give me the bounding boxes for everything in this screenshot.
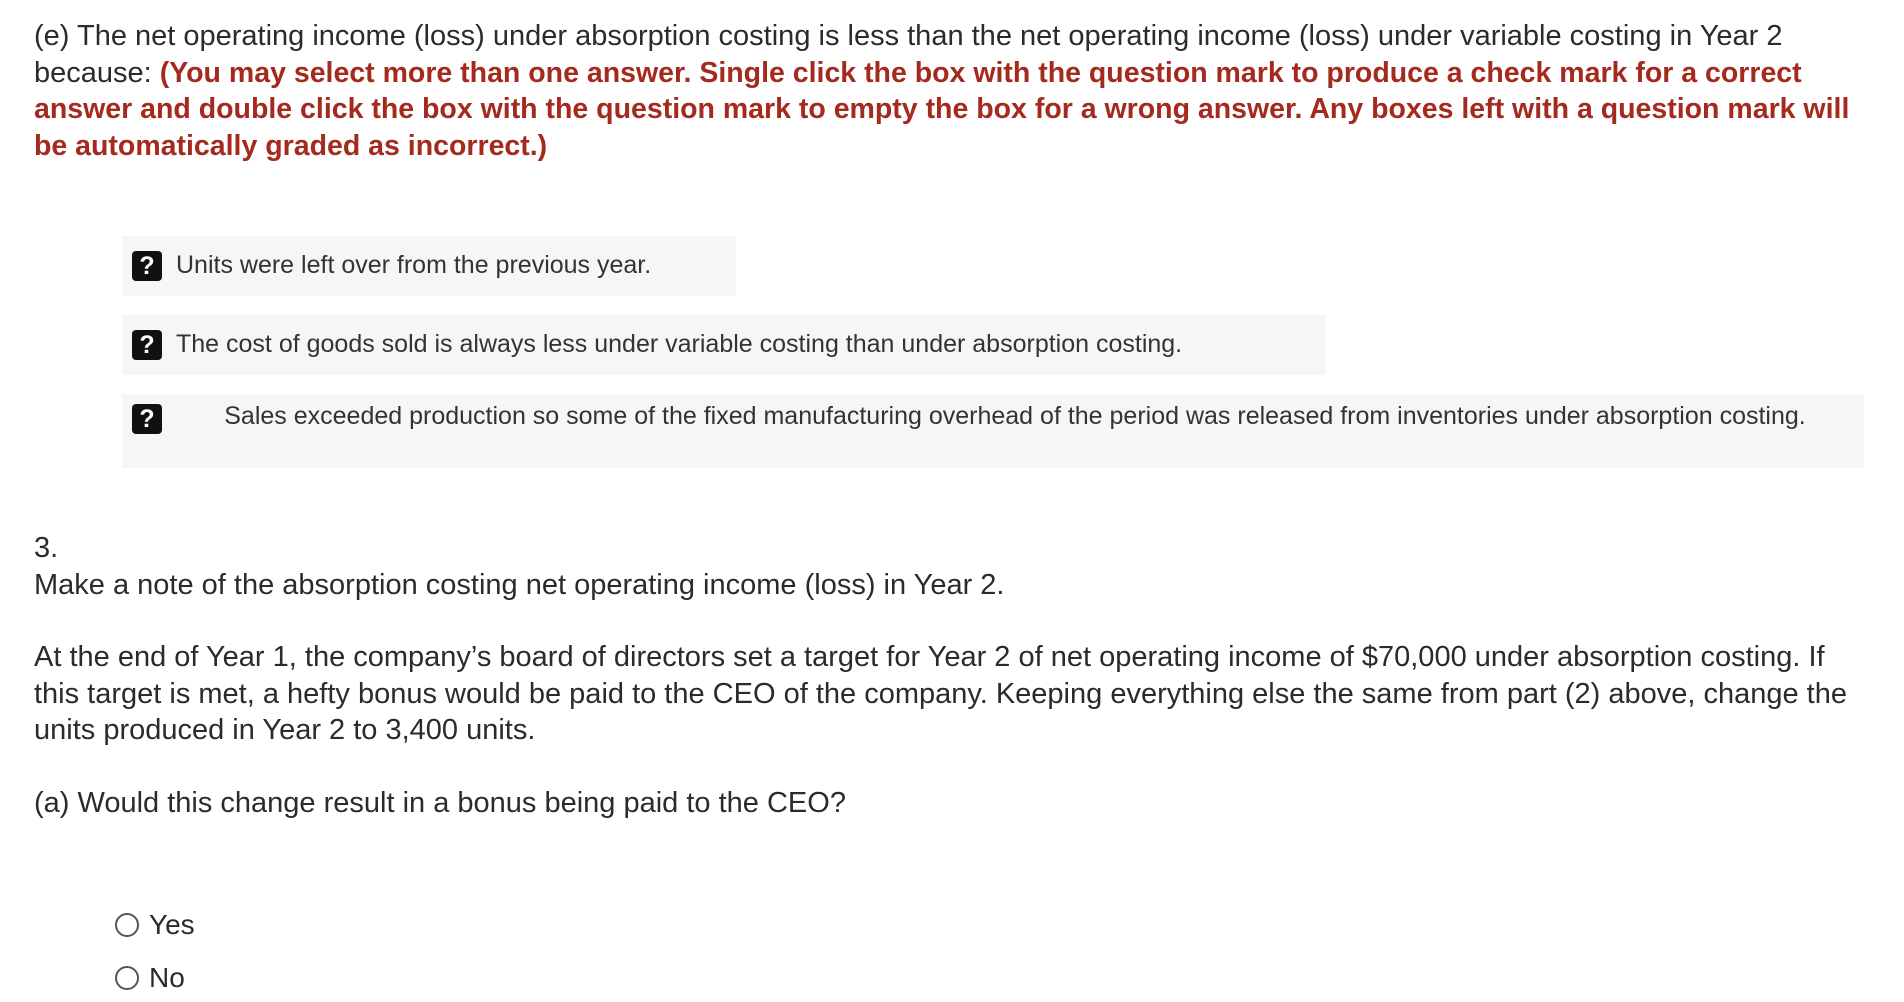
bonus-radio-group <box>115 905 1874 998</box>
answer-option-label: Sales exceeded production so some of the fixed manufacturing overhead of the period was released from inventories under absorption costing. <box>224 402 1806 430</box>
question-3-note: Make a note of the absorption costing net operating income (loss) in Year 2. <box>34 568 1005 601</box>
answer-option-3 <box>122 394 1864 468</box>
radio-button-yes[interactable] <box>115 913 139 937</box>
radio-option-no[interactable] <box>115 958 1874 998</box>
answer-option-2 <box>122 315 1326 375</box>
question-3-part-a: (a) Would this change result in a bonus being paid to the CEO? <box>34 786 846 819</box>
radio-option-yes[interactable] <box>115 905 1874 945</box>
question-e-lead: (e) The net operating income (loss) under absorption costing is less than the net operating income (loss) under variable costing in Year 2 because: <box>34 20 1783 89</box>
answer-checklist <box>122 236 1874 468</box>
radio-button-no[interactable] <box>115 966 139 990</box>
question-3-scenario: At the end of Year 1, the company’s board of directors set a target for Year 2 of net operating income of $70,000 under absorption costing. If this target is met, a hefty bonus would be paid to the CEO of the company. Keeping everything else the same from part (2) above, change the units produced in Year 2 to 3,400 units. <box>34 641 1847 746</box>
question-number: 3. <box>34 532 59 564</box>
radio-label-no: No <box>149 962 185 993</box>
answer-option-label: Units were left over from the previous year. <box>176 251 652 279</box>
question-3 <box>34 530 1874 998</box>
question-e-prompt <box>34 18 1874 164</box>
radio-label-yes: Yes <box>149 909 195 940</box>
question-mark-checkbox-2[interactable]: ? <box>132 330 162 360</box>
question-mark-checkbox-1[interactable]: ? <box>132 251 162 281</box>
question-mark-checkbox-3[interactable]: ? <box>132 404 162 434</box>
question-page <box>34 18 1874 998</box>
answer-option-1 <box>122 236 736 296</box>
answer-option-label: The cost of goods sold is always less under variable costing than under absorption costing. <box>176 330 1183 358</box>
question-e-instruction: (You may select more than one answer. Single click the box with the question mark to produce a check mark for a correct answer and double click the box with the question mark to empty the box for a wrong answer. Any boxes left with a question mark will be automatically graded as incorrect.) <box>34 56 1850 162</box>
